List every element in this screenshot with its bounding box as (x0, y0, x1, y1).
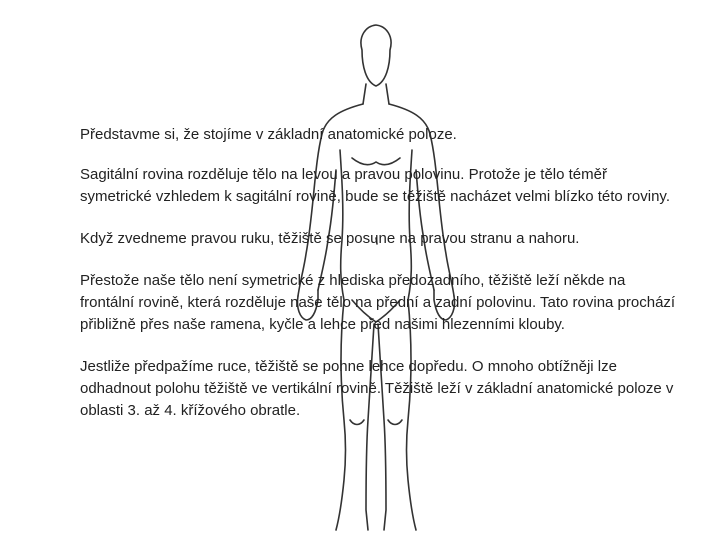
paragraph-frontal-plane: Přestože naše tělo není symetrické z hlediska předozadního, těžiště leží někde na frontální rovině, která rozděluje naše tělo na přední a zadní polovinu. Tato rovina prochází přibližně přes naše ramena, kyčle a lehce před našimi hlezenními klouby. (80, 272, 676, 333)
head-outline (361, 25, 391, 86)
paragraph-intro: Představme si, že stojíme v základní anatomické poloze. (80, 126, 457, 143)
paragraph-sagittal-plane: Sagitální rovina rozděluje tělo na levou a pravou polovinu. Protože je tělo téměř symetrické vzhledem k sagitální rovině, bude se těžiště nacházet velmi blízko této roviny. (80, 166, 670, 205)
text-block (80, 124, 680, 442)
paragraph-raise-hand: Když zvedneme pravou ruku, těžiště se posune na pravou stranu a nahoru. (80, 230, 580, 247)
paragraph-vertical-plane: Jestliže předpažíme ruce, těžiště se pohne lehce dopředu. O mnoho obtížněji lze odhadnout polohu těžiště ve vertikální rovině. Těžiště leží v základní anatomické poloze v oblasti 3. až 4. křížového obratle. (80, 358, 674, 419)
neck-outline (363, 84, 389, 104)
